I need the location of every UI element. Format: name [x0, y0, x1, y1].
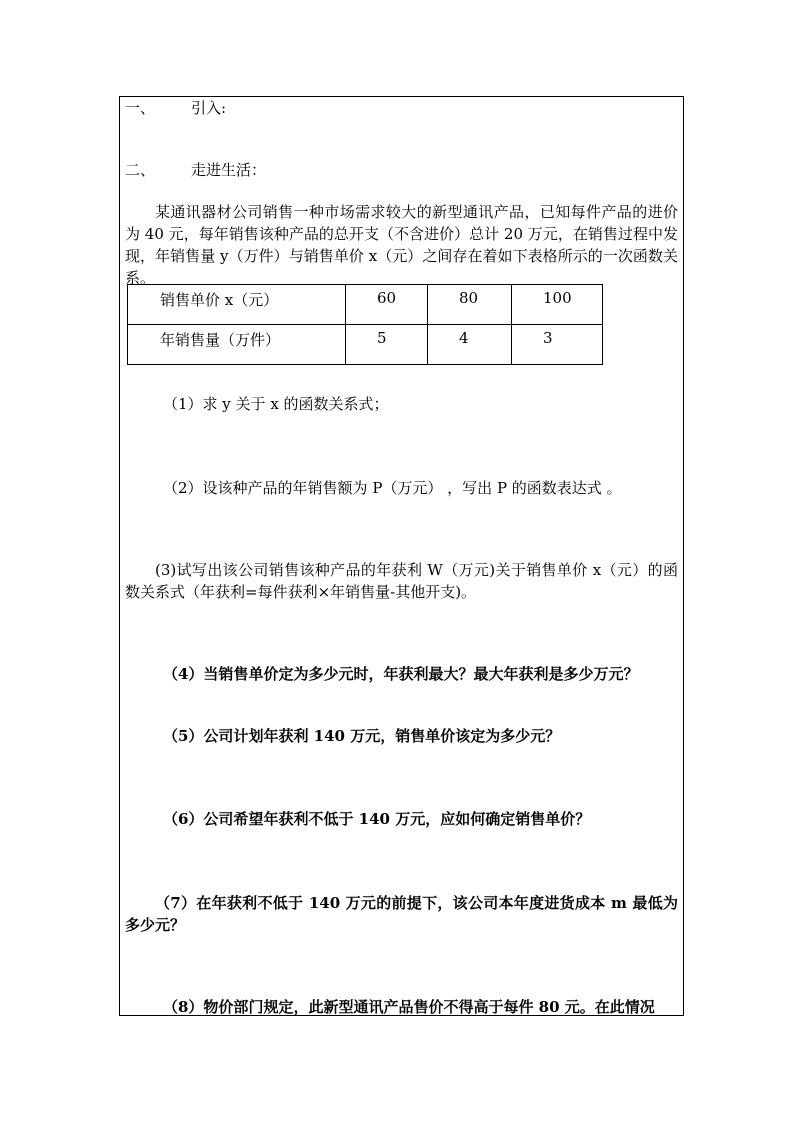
table-row — [128, 285, 603, 325]
price-sales-table — [127, 284, 603, 365]
table-row-label: 销售单价 x（元） — [128, 285, 346, 325]
question-5: （5）公司计划年获利 140 万元，销售单价该定为多少元？ — [163, 727, 561, 745]
table-row — [128, 325, 603, 365]
question-2: （2）设该种产品的年销售额为 P（万元） ，写出 P 的函数表达式 。 — [163, 479, 622, 497]
table-row-label: 年销售量（万件） — [128, 325, 346, 365]
section-intro-number: 一、 — [125, 99, 156, 117]
table-cell: 100 — [512, 285, 603, 325]
table-cell: 60 — [346, 285, 428, 325]
table-cell: 80 — [428, 285, 512, 325]
table-cell: 3 — [512, 325, 603, 365]
question-3: (3)试写出该公司销售该种产品的年获利 W（万元)关于销售单价 x（元）的函数关系式（年获利=每件获利×年销售量-其他开支)。 — [125, 561, 678, 601]
section-life — [125, 159, 266, 181]
question-6: （6）公司希望年获利不低于 140 万元，应如何确定销售单价？ — [163, 810, 591, 828]
question-8: （8）物价部门规定，此新型通讯产品售价不得高于每件 80 元。在此情况 — [163, 998, 655, 1016]
table-cell: 5 — [346, 325, 428, 365]
section-life-number: 二、 — [125, 161, 156, 179]
table-cell: 4 — [428, 325, 512, 365]
section-intro — [125, 97, 226, 119]
question-4: （4）当销售单价定为多少元时，年获利最大？最大年获利是多少万元？ — [163, 665, 639, 683]
section-intro-title: 引入: — [191, 99, 227, 117]
question-7: （7）在年获利不低于 140 万元的前提下，该公司本年度进货成本 m 最低为多少元？ — [125, 894, 678, 934]
question-1: （1）求 y 关于 x 的函数关系式； — [163, 395, 389, 413]
section-life-title: 走进生活： — [191, 161, 267, 179]
problem-statement: 某通讯器材公司销售一种市场需求较大的新型通讯产品，已知每件产品的进价为 40 元，每年销售该种产品的总开支（不含进价）总计 20 万元，在销售过程中发现，年销售量 y（万件）与销售单价 x（元）之间存在着如下表格所示的一次函数关系。 — [125, 203, 678, 287]
